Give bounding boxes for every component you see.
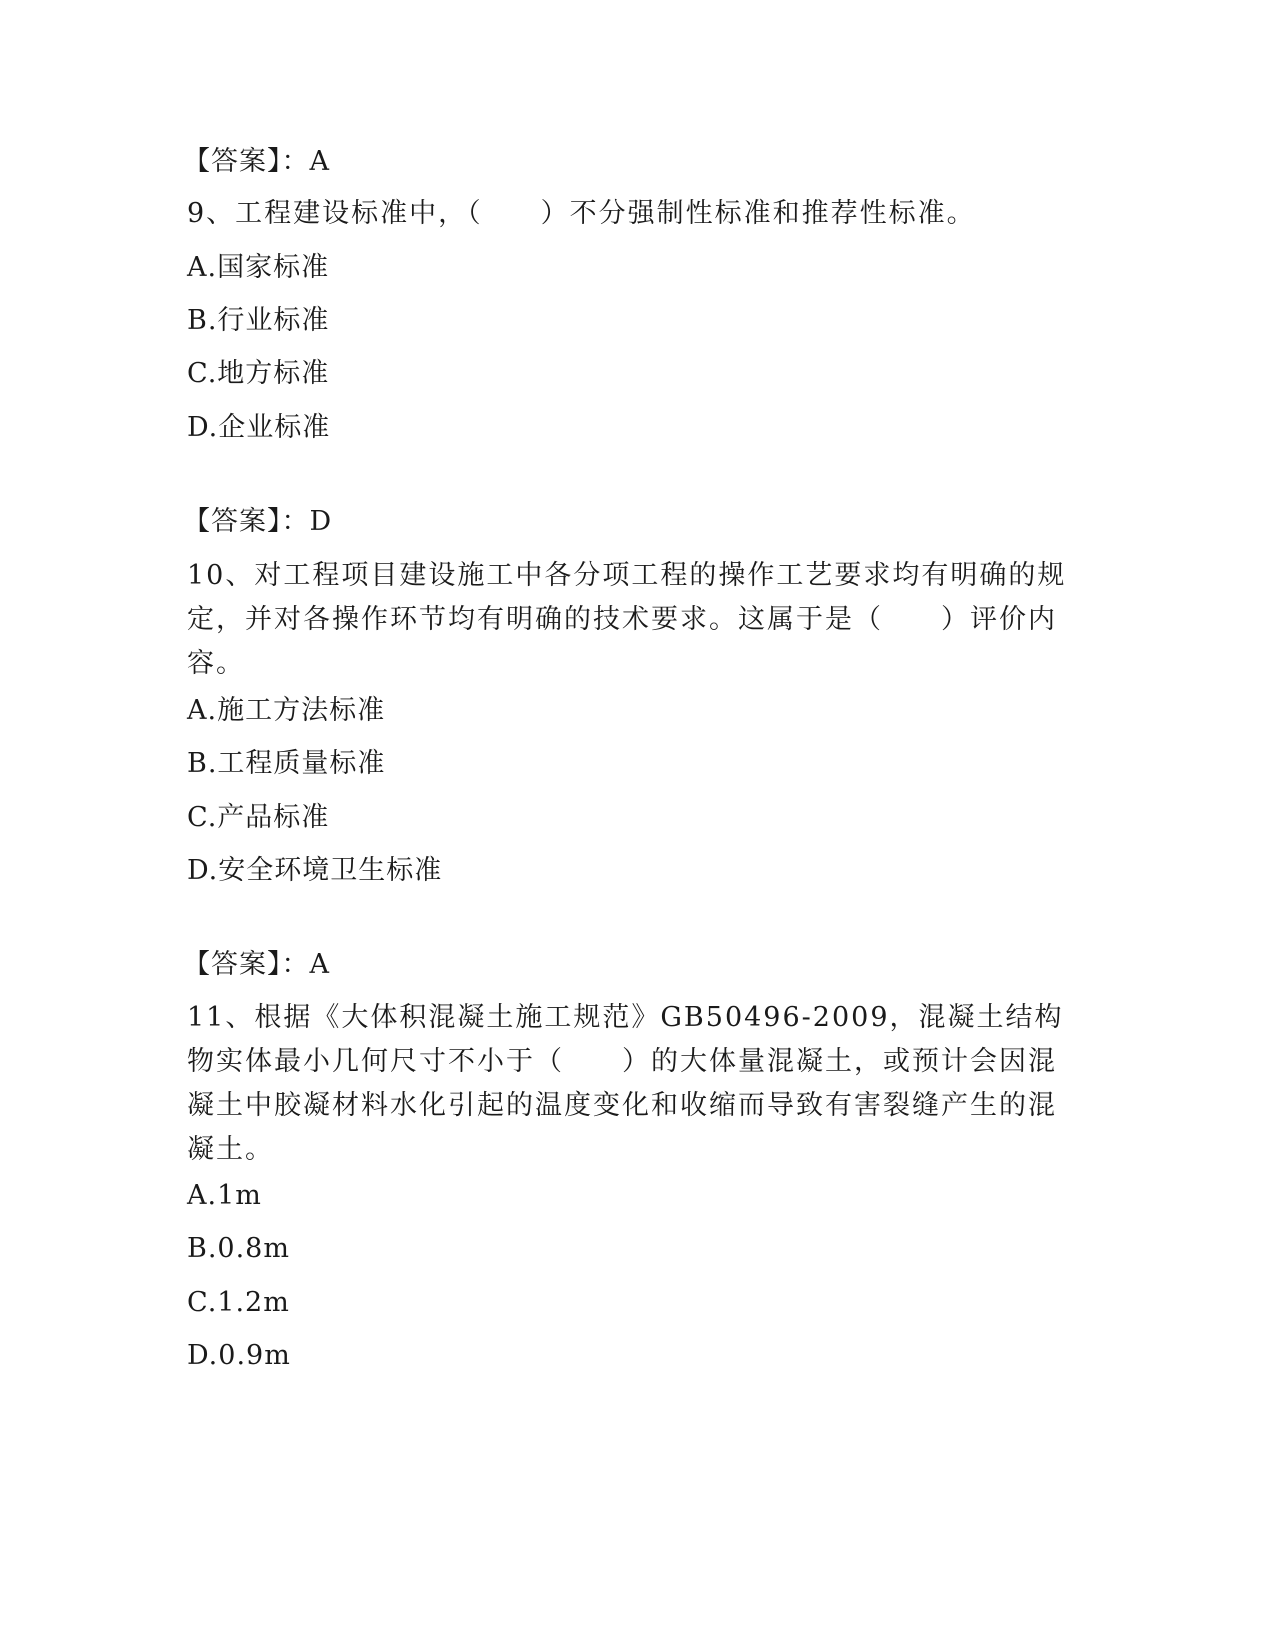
question-10-option-b: B.工程质量标准 <box>187 748 386 779</box>
question-9-option-a: A.国家标准 <box>187 252 330 283</box>
question-10-option-a: A.施工方法标准 <box>187 695 386 726</box>
question-9-option-b: B.行业标准 <box>187 305 330 336</box>
answer-q9: 【答案】：D <box>183 506 333 537</box>
question-11-stem: 11、根据《大体积混凝土施工规范》GB50496-2009，混凝土结构物实体最小几何尺寸不小于（ ）的大体量混凝土，或预计会因混凝土中胶凝材料水化引起的温度变化和收缩而导致有害裂缝产生的混凝土。 <box>187 1002 1064 1165</box>
answer-q10: 【答案】：A <box>183 949 330 980</box>
question-10-option-c: C.产品标准 <box>187 802 330 833</box>
question-11-option-c: C.1.2m <box>187 1287 290 1318</box>
question-10-option-d: D.安全环境卫生标准 <box>187 855 443 886</box>
answer-q8: 【答案】：A <box>183 146 330 177</box>
question-10-stem: 10、对工程项目建设施工中各分项工程的操作工艺要求均有明确的规定，并对各操作环节均有明确的技术要求。这属于是（ ）评价内容。 <box>187 560 1067 679</box>
question-9-stem: 9、工程建设标准中，（ ）不分强制性标准和推荐性标准。 <box>187 198 976 229</box>
question-11-option-b: B.0.8m <box>187 1233 290 1264</box>
question-11-option-a: A.1m <box>187 1180 262 1211</box>
question-9-option-d: D.企业标准 <box>187 412 331 443</box>
question-9-option-c: C.地方标准 <box>187 358 330 389</box>
question-11-option-d: D.0.9m <box>187 1340 291 1371</box>
